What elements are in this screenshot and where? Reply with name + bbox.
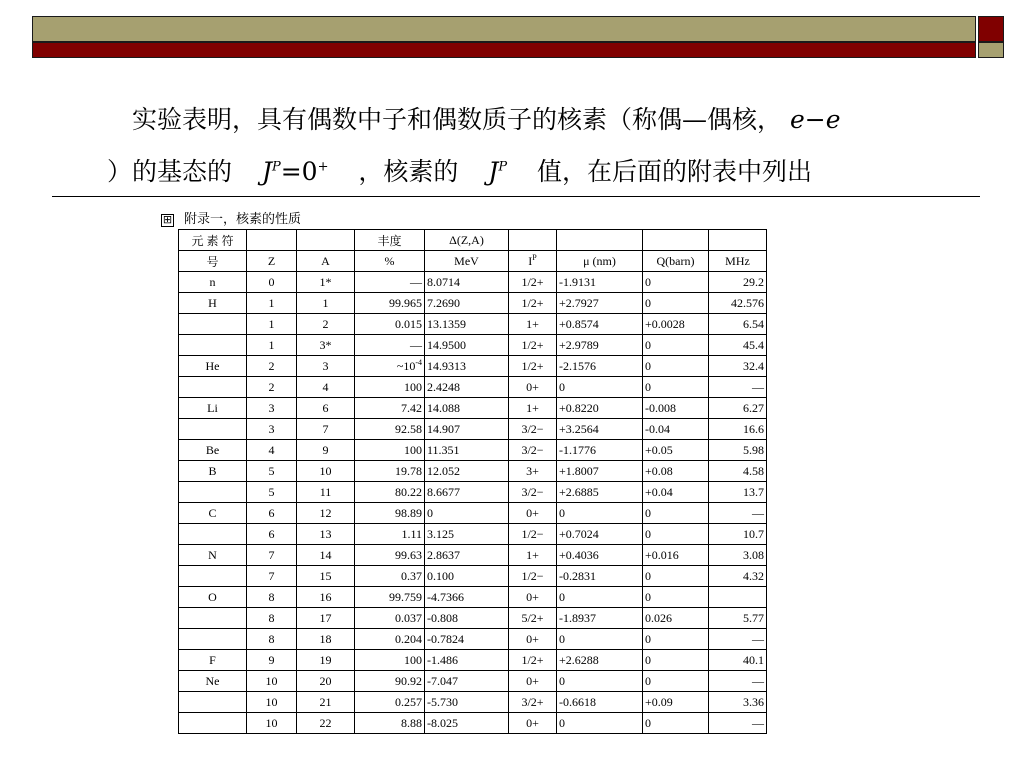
table-cell: 3 — [247, 419, 297, 440]
table-cell: 0 — [643, 293, 709, 314]
table-cell: — — [355, 272, 425, 293]
table-cell: 1/2+ — [509, 356, 557, 377]
table-cell: B — [179, 461, 247, 482]
table-cell: 10 — [247, 713, 297, 734]
table-cell: -1.1776 — [557, 440, 643, 461]
table-cell: 1/2+ — [509, 293, 557, 314]
table-cell: 5 — [247, 461, 297, 482]
table-cell: 15 — [297, 566, 355, 587]
table-cell — [179, 692, 247, 713]
table-cell: +0.7024 — [557, 524, 643, 545]
table-cell: 7 — [247, 545, 297, 566]
table-cell — [179, 629, 247, 650]
table-cell: 1/2+ — [509, 272, 557, 293]
table-cell: 0.015 — [355, 314, 425, 335]
table-row — [179, 314, 767, 335]
table-cell — [509, 230, 557, 251]
table-cell: 13.1359 — [425, 314, 509, 335]
header-bar-olive — [32, 16, 976, 42]
table-row — [179, 524, 767, 545]
table-cell: 42.576 — [709, 293, 767, 314]
table-cell: Q(barn) — [643, 251, 709, 272]
table-cell: — — [709, 671, 767, 692]
table-cell: C — [179, 503, 247, 524]
table-cell: MeV — [425, 251, 509, 272]
table-cell — [643, 230, 709, 251]
table-cell: 13.7 — [709, 482, 767, 503]
table-cell: 16 — [297, 587, 355, 608]
table-cell: 32.4 — [709, 356, 767, 377]
table-cell: 0 — [643, 377, 709, 398]
table-cell: 8.0714 — [425, 272, 509, 293]
table-cell: 45.4 — [709, 335, 767, 356]
table-cell — [709, 587, 767, 608]
table-row — [179, 671, 767, 692]
table-cell: 7.42 — [355, 398, 425, 419]
table-cell — [179, 524, 247, 545]
table-cell: 10 — [247, 671, 297, 692]
table-cell: Ne — [179, 671, 247, 692]
table-row — [179, 356, 767, 377]
table-row — [179, 461, 767, 482]
table-cell: 0+ — [509, 587, 557, 608]
table-cell: 13 — [297, 524, 355, 545]
table-cell — [709, 230, 767, 251]
table-cell: 3/2− — [509, 419, 557, 440]
table-row — [179, 545, 767, 566]
table-cell: 0 — [247, 272, 297, 293]
table-cell: MHz — [709, 251, 767, 272]
table-cell: +0.09 — [643, 692, 709, 713]
jp-symbol: $J^P$ — [488, 157, 508, 186]
table-cell: 0 — [643, 503, 709, 524]
table-cell: 5.98 — [709, 440, 767, 461]
table-cell: -1.9131 — [557, 272, 643, 293]
table-cell: 0 — [425, 503, 509, 524]
table-cell: 3+ — [509, 461, 557, 482]
table-cell: 3/2+ — [509, 692, 557, 713]
table-cell: 22 — [297, 713, 355, 734]
table-cell: 10 — [297, 461, 355, 482]
table-cell: 2.8637 — [425, 545, 509, 566]
table-cell: -0.04 — [643, 419, 709, 440]
table-cell: 11 — [297, 482, 355, 503]
jp-equation: $J^P=0^+$ — [261, 157, 329, 186]
table-cell: 0.37 — [355, 566, 425, 587]
header-corner-square-top — [978, 16, 1004, 42]
table-reference-text: 值，在后面的附表中列出 — [536, 157, 812, 186]
table-row — [179, 713, 767, 734]
table-row — [179, 398, 767, 419]
table-cell: — — [355, 335, 425, 356]
table-cell: 1/2+ — [509, 650, 557, 671]
table-cell: 6 — [247, 503, 297, 524]
table-cell: 20 — [297, 671, 355, 692]
table-row — [179, 566, 767, 587]
table-cell: 1.11 — [355, 524, 425, 545]
table-cell: +0.8574 — [557, 314, 643, 335]
table-cell: 0.204 — [355, 629, 425, 650]
table-cell: 0 — [557, 629, 643, 650]
table-cell: 16.6 — [709, 419, 767, 440]
table-header-row-2 — [179, 251, 767, 272]
table-cell: 21 — [297, 692, 355, 713]
table-cell: 2.4248 — [425, 377, 509, 398]
table-cell: A — [297, 251, 355, 272]
table-cell: 14.907 — [425, 419, 509, 440]
table-cell — [179, 713, 247, 734]
table-cell: Be — [179, 440, 247, 461]
table-caption: 附录一，核素的性质 — [184, 212, 302, 227]
table-cell: +0.08 — [643, 461, 709, 482]
table-cell: 98.89 — [355, 503, 425, 524]
table-cell: 0+ — [509, 377, 557, 398]
table-cell: +1.8007 — [557, 461, 643, 482]
table-cell: 99.63 — [355, 545, 425, 566]
divider-line — [52, 196, 980, 197]
table-cell: 0 — [643, 335, 709, 356]
table-cell: 0+ — [509, 713, 557, 734]
table-cell: +0.05 — [643, 440, 709, 461]
table-cell: 12 — [297, 503, 355, 524]
table-cell: 18 — [297, 629, 355, 650]
table-cell: 2 — [247, 356, 297, 377]
table-cell: 3 — [297, 356, 355, 377]
table-cell: 0.026 — [643, 608, 709, 629]
table-cell: -0.808 — [425, 608, 509, 629]
table-cell: 0 — [643, 671, 709, 692]
table-cell: 3.08 — [709, 545, 767, 566]
table-cell: 6 — [247, 524, 297, 545]
table-cell: 14.9313 — [425, 356, 509, 377]
table-cell: 0 — [557, 587, 643, 608]
table-cell: — — [709, 713, 767, 734]
table-cell: F — [179, 650, 247, 671]
table-cell: % — [355, 251, 425, 272]
table-cell: +0.016 — [643, 545, 709, 566]
table-cell — [179, 482, 247, 503]
table-row — [179, 650, 767, 671]
table-cell: -0.6618 — [557, 692, 643, 713]
table-header-row-1 — [179, 230, 767, 251]
table-cell: 9 — [247, 650, 297, 671]
table-cell — [557, 230, 643, 251]
table-cell: 19.78 — [355, 461, 425, 482]
table-cell: 0 — [643, 650, 709, 671]
table-row — [179, 587, 767, 608]
table-cell: — — [709, 377, 767, 398]
table-cell: $\sim 10^{-4}$ — [355, 356, 425, 377]
table-cell: 0 — [557, 377, 643, 398]
table-cell: +0.04 — [643, 482, 709, 503]
table-cell: 0 — [643, 272, 709, 293]
table-cell: 8.6677 — [425, 482, 509, 503]
table-cell: -0.7824 — [425, 629, 509, 650]
table-cell — [179, 419, 247, 440]
table-cell: 4 — [297, 377, 355, 398]
table-row — [179, 482, 767, 503]
table-cell: 4 — [247, 440, 297, 461]
table-cell: 4.58 — [709, 461, 767, 482]
table-row — [179, 419, 767, 440]
table-cell: -1.486 — [425, 650, 509, 671]
table-cell — [179, 314, 247, 335]
table-cell: 99.759 — [355, 587, 425, 608]
table-cell: 0+ — [509, 671, 557, 692]
table-cell: 0 — [643, 566, 709, 587]
table-cell: -2.1576 — [557, 356, 643, 377]
table-cell: 6.54 — [709, 314, 767, 335]
table-cell: He — [179, 356, 247, 377]
table-cell: 0 — [557, 503, 643, 524]
table-cell: H — [179, 293, 247, 314]
table-cell: 3.36 — [709, 692, 767, 713]
table-cell: 40.1 — [709, 650, 767, 671]
table-cell: 元 素 符 — [179, 230, 247, 251]
table-cell: 14 — [297, 545, 355, 566]
table-cell: 5.77 — [709, 608, 767, 629]
table-cell: 100 — [355, 650, 425, 671]
table-cell: 0.257 — [355, 692, 425, 713]
table-row — [179, 377, 767, 398]
ground-state-text: ）的基态的 — [107, 157, 233, 186]
table-cell: 0 — [643, 587, 709, 608]
table-cell: 29.2 — [709, 272, 767, 293]
table-cell: 100 — [355, 440, 425, 461]
table-row — [179, 503, 767, 524]
table-row — [179, 608, 767, 629]
table-cell: -5.730 — [425, 692, 509, 713]
table-cell: 3.125 — [425, 524, 509, 545]
header-bar-maroon — [32, 42, 976, 58]
table-cell: 5 — [247, 482, 297, 503]
table-cell: 2 — [297, 314, 355, 335]
table-cell: 10.7 — [709, 524, 767, 545]
table-cell: 7 — [297, 419, 355, 440]
table-cell: 1 — [297, 293, 355, 314]
table-cell: 0+ — [509, 503, 557, 524]
table-cell: 8 — [247, 629, 297, 650]
table-cell: 0+ — [509, 629, 557, 650]
table-cell: 0.037 — [355, 608, 425, 629]
table-cell: 80.22 — [355, 482, 425, 503]
table-cell: +0.8220 — [557, 398, 643, 419]
table-cell — [179, 335, 247, 356]
table-cell — [297, 230, 355, 251]
table-cell: 92.58 — [355, 419, 425, 440]
table-cell: +2.7927 — [557, 293, 643, 314]
table-cell: 丰度 — [355, 230, 425, 251]
table-cell: 14.088 — [425, 398, 509, 419]
table-row — [179, 293, 767, 314]
table-expand-icon[interactable]: ⊞ — [162, 213, 173, 226]
table-cell: 1 — [247, 335, 297, 356]
table-cell: 0 — [643, 356, 709, 377]
table-cell: 号 — [179, 251, 247, 272]
table-row — [179, 629, 767, 650]
header-corner-square-bottom — [978, 42, 1004, 58]
table-cell: Z — [247, 251, 297, 272]
table-cell: $I^P$ — [509, 251, 557, 272]
nuclide-text: ，核素的 — [358, 157, 459, 186]
table-cell — [247, 230, 297, 251]
table-cell: +2.6885 — [557, 482, 643, 503]
table-cell: Li — [179, 398, 247, 419]
table-row — [179, 692, 767, 713]
table-cell: 1/2+ — [509, 335, 557, 356]
table-cell: 0.100 — [425, 566, 509, 587]
nuclide-properties-table — [178, 229, 767, 734]
slide-text-line-2 — [107, 152, 812, 188]
table-cell: 0 — [643, 629, 709, 650]
table-cell: -0.2831 — [557, 566, 643, 587]
table-cell: 6.27 — [709, 398, 767, 419]
table-cell: 0 — [557, 713, 643, 734]
table-cell: O — [179, 587, 247, 608]
table-cell: 99.965 — [355, 293, 425, 314]
table-cell: 6 — [297, 398, 355, 419]
table-cell: 12.052 — [425, 461, 509, 482]
table-cell: 0 — [643, 713, 709, 734]
table-cell: 5/2+ — [509, 608, 557, 629]
table-cell: n — [179, 272, 247, 293]
table-cell: -7.047 — [425, 671, 509, 692]
table-cell: +2.9789 — [557, 335, 643, 356]
intro-text: 实验表明，具有偶数中子和偶数质子的核素（称偶—偶核， — [132, 105, 783, 134]
table-cell: 100 — [355, 377, 425, 398]
table-cell: 1 — [247, 293, 297, 314]
table-cell: 19 — [297, 650, 355, 671]
table-cell: 3 — [247, 398, 297, 419]
table-cell: 11.351 — [425, 440, 509, 461]
table-cell: +2.6288 — [557, 650, 643, 671]
table-cell: 1/2− — [509, 566, 557, 587]
table-cell: +0.0028 — [643, 314, 709, 335]
table-cell: 0 — [643, 524, 709, 545]
table-cell: -0.008 — [643, 398, 709, 419]
table-row — [179, 440, 767, 461]
table-cell: -1.8937 — [557, 608, 643, 629]
table-cell: — — [709, 629, 767, 650]
table-cell: -8.025 — [425, 713, 509, 734]
table-cell: Δ(Z,A) — [425, 230, 509, 251]
table-cell: 1+ — [509, 545, 557, 566]
table-cell: 8 — [247, 608, 297, 629]
table-cell — [179, 566, 247, 587]
table-cell: 17 — [297, 608, 355, 629]
table-cell: 1 — [247, 314, 297, 335]
table-cell: 8.88 — [355, 713, 425, 734]
table-cell: 14.9500 — [425, 335, 509, 356]
table-cell: 1/2− — [509, 524, 557, 545]
table-cell — [179, 608, 247, 629]
table-cell: — — [709, 503, 767, 524]
table-cell: 2 — [247, 377, 297, 398]
table-cell — [179, 377, 247, 398]
table-cell: 7.2690 — [425, 293, 509, 314]
table-cell: N — [179, 545, 247, 566]
table-cell: +3.2564 — [557, 419, 643, 440]
table-cell: μ (nm) — [557, 251, 643, 272]
slide-text-line-1 — [132, 100, 841, 136]
table-cell: 4.32 — [709, 566, 767, 587]
table-cell: 0 — [557, 671, 643, 692]
table-cell: 9 — [297, 440, 355, 461]
table-cell: 1* — [297, 272, 355, 293]
table-row — [179, 335, 767, 356]
table-cell: 1+ — [509, 398, 557, 419]
table-cell: 7 — [247, 566, 297, 587]
table-cell: 90.92 — [355, 671, 425, 692]
table-cell: 8 — [247, 587, 297, 608]
table-cell: +0.4036 — [557, 545, 643, 566]
table-cell: 3/2− — [509, 482, 557, 503]
table-cell: -4.7366 — [425, 587, 509, 608]
table-cell: 1+ — [509, 314, 557, 335]
table-cell: 10 — [247, 692, 297, 713]
even-even-math: e−e — [789, 105, 841, 134]
table-cell: 3* — [297, 335, 355, 356]
table-row — [179, 272, 767, 293]
table-cell: 3/2− — [509, 440, 557, 461]
